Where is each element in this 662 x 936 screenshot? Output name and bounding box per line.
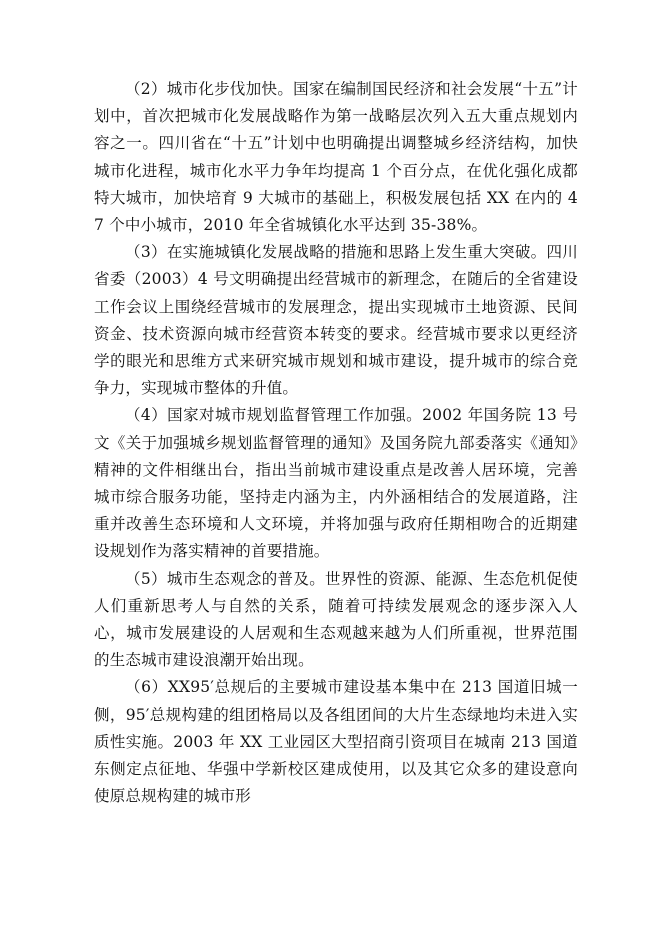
paragraph-planning-supervision: （4）国家对城市规划监督管理工作加强。2002 年国务院 13 号文《关于加强城乡规划监督管理的通知》及国务院九部委落实《通知》精神的文件相继出台，指出当前城市建设重点是改善人居环境，完善城市综合服务功能，坚持走内涵为主，内外涵相结合的发展道路，注重并改善生态环境和人文环境，并将加强与政府任期相吻合的近期建设规划作为落实精神的首要措施。: [94, 406, 578, 561]
document-body: [94, 76, 578, 810]
paragraph-city-construction: （6）XX95′总规后的主要城市建设基本集中在 213 国道旧城一侧，95′总规构建的组团格局以及各组团间的大片生态绿地均未进入实质性实施。2003 年 XX 工业园区大型招商引资项目在城南 213 国道东侧定点征地、华强中学新校区建成使用，以及其它众多的建设意向使原总规构建的城市形: [94, 678, 578, 806]
paragraph-urbanization-strategy: （3）在实施城镇化发展战略的措施和思路上发生重大突破。四川省委（2003）4 号文明确提出经营城市的新理念，在随后的全省建设工作会议上围绕经营城市的发展理念，提出实现城市土地资源、民间资金、技术资源向城市经营资本转变的要求。经营城市要求以更经济学的眼光和思维方式来研究城市规划和城市建设，提升城市的综合竞争力，实现城市整体的升值。: [94, 243, 578, 398]
paragraph-ecology-concept: （5）城市生态观念的普及。世界性的资源、能源、生态危机促使人们重新思考人与自然的关系，随着可持续发展观念的逐步深入人心，城市发展建设的人居观和生态观越来越为人们所重视，世界范围的生态城市建设浪潮开始出现。: [94, 569, 578, 670]
paragraph-urbanization-pace: （2）城市化步伐加快。国家在编制国民经济和社会发展“十五”计划中，首次把城市化发展战略作为第一战略层次列入五大重点规划内容之一。四川省在“十五”计划中也明确提出调整城乡经济结构，加快城市化进程，城市化水平力争年均提高 1 个百分点，在优化强化成都特大城市，加快培育 9 大城市的基础上，积极发展包括 XX 在内的 47 个中小城市，2010 年全省城镇化水平达到 35-38%。: [94, 80, 578, 235]
